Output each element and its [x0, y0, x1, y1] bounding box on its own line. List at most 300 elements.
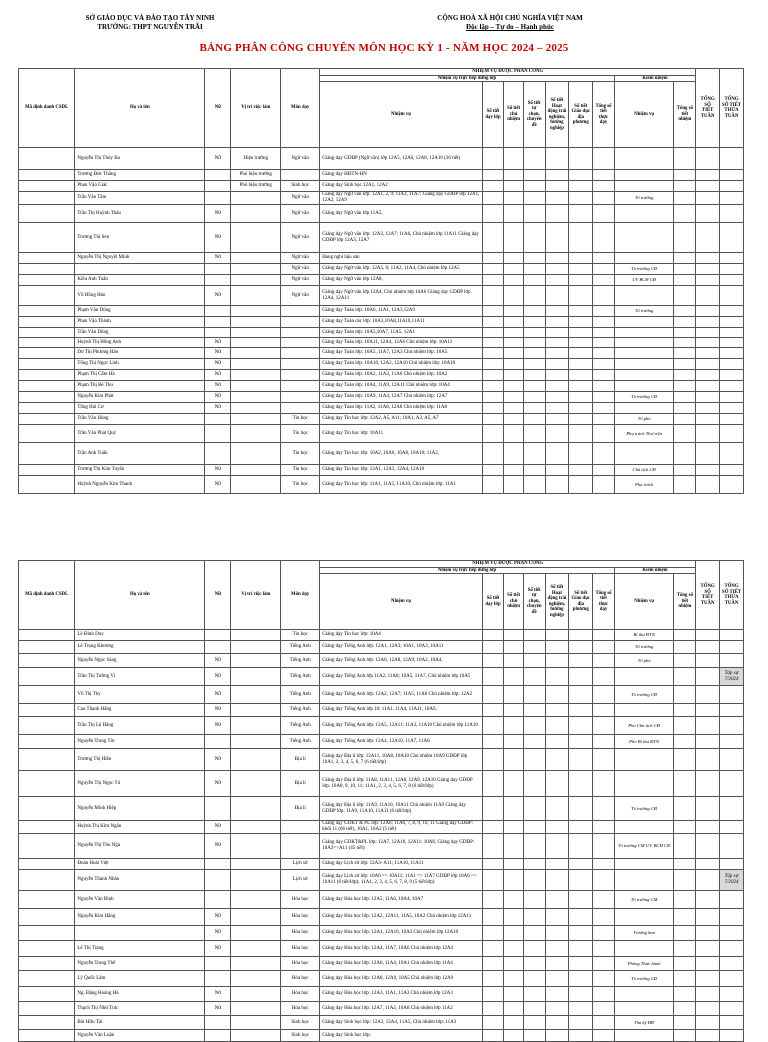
col-concurrent-task: Nhiệm vụ: [614, 82, 674, 148]
cell-gender: [205, 957, 231, 971]
cell-gender: Nữ: [205, 717, 231, 735]
cell-position: Phó hiệu trưởng: [231, 170, 281, 181]
cell-task: Giảng dạy Lịch sử lớp: 10A6 => 10A11; 11A1 => 11A7 GDĐP lớp 10A6 => 10A11 (6 tiết/lớp); 11A1, 2, 3, 4, 5, 6, 7, 8, 9 (5 tiết/lớp): [320, 870, 483, 891]
cell-task: Giảng dạy Tin học lớp: 11A1, 11A5, 11A10, Chủ nhiệm lớp: 11A1: [320, 476, 483, 494]
cell-name: Phạm Thị Cẩm Hà: [75, 370, 205, 381]
cell-periods-training: [523, 465, 545, 476]
cell-subject: Sinh học: [281, 181, 320, 192]
cell-subject: [281, 834, 320, 859]
cell-periods-total: [593, 328, 615, 338]
cell-position: [231, 370, 281, 381]
cell-excess-week: [720, 834, 744, 859]
cell-periods-total: [593, 306, 615, 317]
cell-periods-homeroom: [504, 253, 524, 264]
table-row: [19, 403, 744, 414]
table-row: [19, 797, 744, 821]
cell-periods-total: [593, 359, 615, 370]
cell-name: Nguyễn Thị Thu Nga: [75, 834, 205, 859]
cell-periods-local: [569, 170, 593, 181]
cell-gender: [205, 443, 231, 465]
cell-periods-homeroom: [504, 834, 524, 859]
cell-position: [231, 223, 281, 253]
cell-position: [231, 381, 281, 392]
cell-periods-teach: [482, 253, 504, 264]
cell-id: [19, 704, 75, 717]
cell-excess-week: [720, 941, 744, 957]
cell-concurrent-total: [674, 359, 696, 370]
cell-total-week: [696, 381, 720, 392]
cell-gender: Nữ: [205, 148, 231, 170]
cell-total-week: [696, 1030, 720, 1042]
cell-concurrent-total: [674, 704, 696, 717]
cell-gender: Nữ: [205, 941, 231, 957]
cell-position: [231, 414, 281, 425]
col-id: Mã định danh CSDL: [19, 69, 75, 148]
cell-periods-homeroom: [504, 717, 524, 735]
cell-periods-homeroom: [504, 926, 524, 941]
cell-periods-activity: [545, 630, 569, 641]
cell-periods-activity: [545, 286, 569, 306]
cell-periods-activity: [545, 192, 569, 205]
cell-periods-activity: [545, 476, 569, 494]
cell-periods-training: [523, 834, 545, 859]
cell-periods-training: [523, 704, 545, 717]
table-row: [19, 392, 744, 403]
cell-gender: Nữ: [205, 359, 231, 370]
cell-subject: Tin học: [281, 476, 320, 494]
cell-periods-total: [593, 668, 615, 686]
cell-periods-activity: [545, 909, 569, 926]
cell-id: [19, 771, 75, 797]
cell-position: [231, 403, 281, 414]
cell-task: Giảng dạy Toán lớp: 10A5,10A7, 11A5, 12A1: [320, 328, 483, 338]
cell-total-week: [696, 264, 720, 275]
cell-task: Giảng dạy Tiếng Anh lớp: 12A2, 12A7; 11A5, 11A6 Chủ nhiệm lớp: 12A2: [320, 686, 483, 704]
cell-id: [19, 348, 75, 359]
cell-task: Giảng dạy Toán lớp: 10A4, 11A9, 12A11 Chủ nhiệm lớp: 10A4: [320, 381, 483, 392]
cell-periods-local: [569, 749, 593, 771]
cell-name: Phan Văn Giác: [75, 181, 205, 192]
cell-periods-teach: [482, 971, 504, 987]
table-row: [19, 909, 744, 926]
cell-periods-activity: [545, 359, 569, 370]
cell-subject: [281, 328, 320, 338]
cell-excess-week: [720, 1002, 744, 1016]
cell-gender: [205, 1030, 231, 1042]
cell-periods-teach: [482, 170, 504, 181]
table-row: [19, 328, 744, 338]
cell-position: [231, 476, 281, 494]
col-total-week: TỔNG SỐ TIẾT TUẦN: [696, 69, 720, 148]
col-concurrent-total: Tổng số tiết nhiệm: [674, 82, 696, 148]
cell-concurrent-total: [674, 253, 696, 264]
table-row: [19, 749, 744, 771]
col-periods-training: Số tiết tự chọn, chuyên đề: [523, 82, 545, 148]
cell-periods-training: [523, 253, 545, 264]
cell-concurrent-total: [674, 834, 696, 859]
cell-periods-training: [523, 859, 545, 870]
cell-periods-teach: [482, 821, 504, 834]
cell-gender: Nữ: [205, 223, 231, 253]
cell-periods-homeroom: [504, 275, 524, 286]
cell-concurrent-task: Tổ trưởng CĐ: [614, 392, 674, 403]
col-excess-week: TỔNG SỐ TIẾT THỪA TUẦN: [720, 69, 744, 148]
cell-total-week: [696, 170, 720, 181]
cell-position: [231, 359, 281, 370]
cell-periods-total: [593, 749, 615, 771]
table-row: [19, 641, 744, 654]
cell-excess-week: [720, 1030, 744, 1042]
cell-id: [19, 306, 75, 317]
cell-periods-total: [593, 338, 615, 348]
cell-periods-total: [593, 253, 615, 264]
cell-total-week: [696, 909, 720, 926]
cell-concurrent-total: [674, 821, 696, 834]
cell-periods-training: [523, 392, 545, 403]
cell-periods-local: [569, 630, 593, 641]
cell-periods-teach: [482, 797, 504, 821]
table-row: [19, 926, 744, 941]
cell-subject: Tiếng Anh: [281, 717, 320, 735]
cell-task: Giảng dạy Hóa học lớp: 12A4, 11A7, 10A6 Chủ nhiệm lớp 12A4: [320, 941, 483, 957]
cell-periods-activity: [545, 328, 569, 338]
col-total-week: TỔNG SỐ TIẾT TUẦN: [696, 561, 720, 630]
cell-concurrent-task: Tổ trưởng CM: [614, 891, 674, 909]
cell-total-week: [696, 465, 720, 476]
cell-total-week: [696, 348, 720, 359]
cell-periods-teach: [482, 476, 504, 494]
cell-concurrent-task: [614, 909, 674, 926]
cell-gender: Nữ: [205, 834, 231, 859]
cell-name: Nguyễn Thành Nhân: [75, 870, 205, 891]
cell-periods-activity: [545, 338, 569, 348]
cell-periods-total: [593, 381, 615, 392]
cell-concurrent-task: [614, 223, 674, 253]
cell-task: Giảng dạy Địa lí lớp: 11A8, 11A11, 12A8, 12A9, 12A10 Giảng dạy GDĐP lớp: 10A8, 9, 10, 11; 11A1, 2, 3, 4, 5, 6, 7, 8 (6 tiết/lớp): [320, 771, 483, 797]
cell-id: [19, 926, 75, 941]
cell-periods-teach: [482, 957, 504, 971]
cell-id: [19, 465, 75, 476]
cell-total-week: [696, 717, 720, 735]
cell-periods-homeroom: [504, 286, 524, 306]
cell-total-week: [696, 317, 720, 328]
col-periods-local: Số tiết Giáo dục địa phương: [569, 574, 593, 630]
table-row: [19, 286, 744, 306]
national-header: [400, 14, 620, 32]
cell-periods-homeroom: [504, 403, 524, 414]
cell-concurrent-task: Tổ phó: [614, 414, 674, 425]
cell-name: [75, 926, 205, 941]
cell-concurrent-total: [674, 1030, 696, 1042]
cell-task: Giảng dạy Địa lí lớp: 12A11, 10A8, 10A10 Chủ nhiệm 10A9 GDĐP lớp 10A1, 2, 3, 4, 5, 6, 7 (6 tiết/lớp): [320, 749, 483, 771]
cell-subject: [281, 359, 320, 370]
table-row: [19, 253, 744, 264]
cell-periods-total: [593, 275, 615, 286]
cell-gender: [205, 735, 231, 749]
cell-periods-training: [523, 275, 545, 286]
cell-task: Giảng dạy Tin học lớp: 12A2, A5, A11; 10A1, A3, A5, A7: [320, 414, 483, 425]
cell-concurrent-task: [614, 771, 674, 797]
cell-gender: [205, 971, 231, 987]
cell-periods-training: [523, 181, 545, 192]
cell-concurrent-task: Tổ phó: [614, 654, 674, 668]
table-row: [19, 704, 744, 717]
cell-periods-training: [523, 668, 545, 686]
cell-periods-activity: [545, 704, 569, 717]
cell-periods-local: [569, 668, 593, 686]
cell-concurrent-task: Chủ tịch CĐ: [614, 465, 674, 476]
cell-concurrent-task: Trưởng ban: [614, 926, 674, 941]
cell-periods-total: [593, 264, 615, 275]
cell-excess-week: [720, 443, 744, 465]
cell-periods-local: [569, 1002, 593, 1016]
cell-periods-training: [523, 148, 545, 170]
cell-periods-training: [523, 630, 545, 641]
cell-periods-local: [569, 1030, 593, 1042]
cell-periods-homeroom: [504, 181, 524, 192]
cell-gender: Nữ: [205, 749, 231, 771]
cell-gender: [205, 181, 231, 192]
cell-periods-teach: [482, 192, 504, 205]
cell-name: Trương Đức Thắng: [75, 170, 205, 181]
cell-name: Cao Thanh Hằng: [75, 704, 205, 717]
cell-periods-total: [593, 414, 615, 425]
cell-concurrent-task: [614, 443, 674, 465]
cell-periods-activity: [545, 253, 569, 264]
cell-id: [19, 403, 75, 414]
cell-total-week: [696, 735, 720, 749]
cell-periods-homeroom: [504, 306, 524, 317]
cell-periods-teach: [482, 148, 504, 170]
cell-subject: Tiếng Anh: [281, 641, 320, 654]
cell-periods-activity: [545, 941, 569, 957]
cell-name: Lê Đình Duy: [75, 630, 205, 641]
cell-periods-local: [569, 870, 593, 891]
cell-periods-local: [569, 205, 593, 223]
col-task: Nhiệm vụ: [320, 82, 483, 148]
cell-periods-homeroom: [504, 1030, 524, 1042]
cell-excess-week: [720, 181, 744, 192]
cell-periods-local: [569, 317, 593, 328]
cell-periods-homeroom: [504, 317, 524, 328]
cell-periods-local: [569, 821, 593, 834]
col-gender: Nữ: [205, 69, 231, 148]
cell-periods-training: [523, 370, 545, 381]
cell-name: Trương Thị Kim Tuyến: [75, 465, 205, 476]
cell-id: [19, 941, 75, 957]
cell-periods-activity: [545, 749, 569, 771]
cell-name: Trần Thị Lệ Hằng: [75, 717, 205, 735]
cell-periods-activity: [545, 443, 569, 465]
cell-gender: [205, 641, 231, 654]
cell-subject: Lịch sử: [281, 870, 320, 891]
cell-name: Trương Thị Sen: [75, 223, 205, 253]
table-row: [19, 205, 744, 223]
cell-concurrent-task: [614, 338, 674, 348]
cell-name: Nguyễn Trung Thể: [75, 957, 205, 971]
cell-subject: Tiếng Anh: [281, 686, 320, 704]
cell-id: [19, 834, 75, 859]
cell-task: Giảng dạy Sinh học 12A1, 12A2: [320, 181, 483, 192]
cell-periods-teach: [482, 338, 504, 348]
cell-periods-total: [593, 443, 615, 465]
cell-periods-teach: [482, 264, 504, 275]
cell-subject: Địa lí: [281, 749, 320, 771]
cell-subject: Địa lí: [281, 771, 320, 797]
cell-position: [231, 306, 281, 317]
cell-position: [231, 1002, 281, 1016]
cell-subject: [281, 403, 320, 414]
cell-periods-teach: [482, 771, 504, 797]
cell-periods-activity: [545, 870, 569, 891]
cell-periods-activity: [545, 957, 569, 971]
cell-concurrent-task: Tổ trưởng CĐ: [614, 264, 674, 275]
col-name: Họ và tên: [75, 69, 205, 148]
col-group-concurrent: Kiêm nhiệm: [614, 75, 695, 82]
cell-gender: Nữ: [205, 686, 231, 704]
cell-periods-homeroom: [504, 909, 524, 926]
cell-periods-total: [593, 148, 615, 170]
cell-periods-local: [569, 392, 593, 403]
cell-task: Giảng dạy Ngữ văn lớp: 12A5, 6; 11A2, 11A4, Chủ nhiệm lớp 12A5: [320, 264, 483, 275]
cell-subject: Ngữ văn: [281, 223, 320, 253]
cell-concurrent-task: [614, 148, 674, 170]
cell-periods-teach: [482, 704, 504, 717]
cell-position: [231, 264, 281, 275]
cell-periods-training: [523, 359, 545, 370]
cell-periods-homeroom: [504, 264, 524, 275]
cell-total-week: [696, 1016, 720, 1030]
cell-total-week: [696, 957, 720, 971]
cell-name: Nguyễn Thị Thúy Ba: [75, 148, 205, 170]
cell-position: [231, 771, 281, 797]
col-subject: Môn dạy: [281, 69, 320, 148]
cell-concurrent-total: [674, 926, 696, 941]
cell-excess-week: [720, 797, 744, 821]
cell-gender: [205, 264, 231, 275]
cell-subject: Tin học: [281, 443, 320, 465]
cell-periods-training: [523, 735, 545, 749]
cell-gender: Nữ: [205, 476, 231, 494]
cell-periods-homeroom: [504, 359, 524, 370]
cell-periods-teach: [482, 749, 504, 771]
cell-id: [19, 821, 75, 834]
cell-concurrent-total: [674, 286, 696, 306]
col-task: Nhiệm vụ: [320, 574, 483, 630]
cell-concurrent-task: Phụ trách: [614, 476, 674, 494]
cell-name: Bùi Hữu Tài: [75, 1016, 205, 1030]
cell-concurrent-total: [674, 735, 696, 749]
cell-name: [75, 264, 205, 275]
cell-periods-local: [569, 771, 593, 797]
col-subject: Môn dạy: [281, 561, 320, 630]
cell-gender: Nữ: [205, 771, 231, 797]
col-periods-activity: Số tiết Hoạt động trải nghiệm, hướng nghiệp: [545, 82, 569, 148]
cell-position: [231, 425, 281, 443]
cell-periods-training: [523, 1002, 545, 1016]
cell-periods-total: [593, 891, 615, 909]
cell-periods-training: [523, 205, 545, 223]
cell-periods-total: [593, 941, 615, 957]
cell-id: [19, 328, 75, 338]
cell-task: Giảng dạy Ngữ văn lớp 12A4, Chủ nhiệm lớp 10A6 Giảng dạy GDĐP lớp 12A4, 12A11: [320, 286, 483, 306]
cell-periods-total: [593, 957, 615, 971]
cell-periods-local: [569, 443, 593, 465]
cell-concurrent-total: [674, 381, 696, 392]
cell-periods-activity: [545, 370, 569, 381]
cell-name: Trần Văn Dũng: [75, 328, 205, 338]
cell-total-week: [696, 370, 720, 381]
col-group-concurrent: Kiêm nhiệm: [614, 567, 695, 574]
cell-periods-teach: [482, 870, 504, 891]
cell-gender: [205, 328, 231, 338]
cell-concurrent-task: [614, 328, 674, 338]
table-row: [19, 370, 744, 381]
cell-periods-total: [593, 425, 615, 443]
cell-periods-local: [569, 414, 593, 425]
cell-subject: Ngữ văn: [281, 264, 320, 275]
cell-concurrent-task: Tổ trưởng CĐ: [614, 686, 674, 704]
cell-name: Trần Thị Huỳnh Thảo: [75, 205, 205, 223]
cell-periods-local: [569, 641, 593, 654]
cell-periods-homeroom: [504, 381, 524, 392]
cell-periods-homeroom: [504, 1002, 524, 1016]
cell-total-week: [696, 205, 720, 223]
table-row: [19, 381, 744, 392]
cell-excess-week: [720, 403, 744, 414]
cell-periods-teach: [482, 359, 504, 370]
cell-position: [231, 654, 281, 668]
cell-total-week: [696, 359, 720, 370]
cell-periods-activity: [545, 381, 569, 392]
cell-periods-teach: [482, 348, 504, 359]
cell-gender: [205, 317, 231, 328]
cell-subject: Ngữ văn: [281, 148, 320, 170]
cell-task: Giảng dạy Lịch sử lớp: 12A3- A11; 11A10, 11A11: [320, 859, 483, 870]
cell-gender: Nữ: [205, 987, 231, 1002]
cell-position: [231, 971, 281, 987]
cell-periods-training: [523, 192, 545, 205]
cell-periods-total: [593, 771, 615, 797]
table-row: [19, 1002, 744, 1016]
cell-id: [19, 148, 75, 170]
cell-periods-activity: [545, 821, 569, 834]
cell-concurrent-total: [674, 317, 696, 328]
cell-total-week: [696, 414, 720, 425]
cell-periods-teach: [482, 987, 504, 1002]
cell-position: [231, 392, 281, 403]
table-row: [19, 465, 744, 476]
cell-name: Huỳnh Thị Kim Ngân: [75, 821, 205, 834]
col-group-main: NHIỆM VỤ ĐƯỢC PHÂN CÔNG: [320, 561, 696, 568]
cell-excess-week: [720, 735, 744, 749]
col-name: Họ và tên: [75, 561, 205, 630]
cell-periods-homeroom: [504, 797, 524, 821]
cell-id: [19, 275, 75, 286]
cell-periods-total: [593, 181, 615, 192]
cell-concurrent-total: [674, 641, 696, 654]
cell-periods-teach: [482, 717, 504, 735]
table-row: [19, 1016, 744, 1030]
cell-total-week: [696, 771, 720, 797]
cell-concurrent-task: UV BCH CĐ: [614, 275, 674, 286]
cell-position: Hiệu trưởng: [231, 148, 281, 170]
table-row: [19, 223, 744, 253]
cell-periods-local: [569, 797, 593, 821]
cell-name: Nguyễn Kim Phát: [75, 392, 205, 403]
cell-id: [19, 192, 75, 205]
cell-periods-teach: [482, 654, 504, 668]
